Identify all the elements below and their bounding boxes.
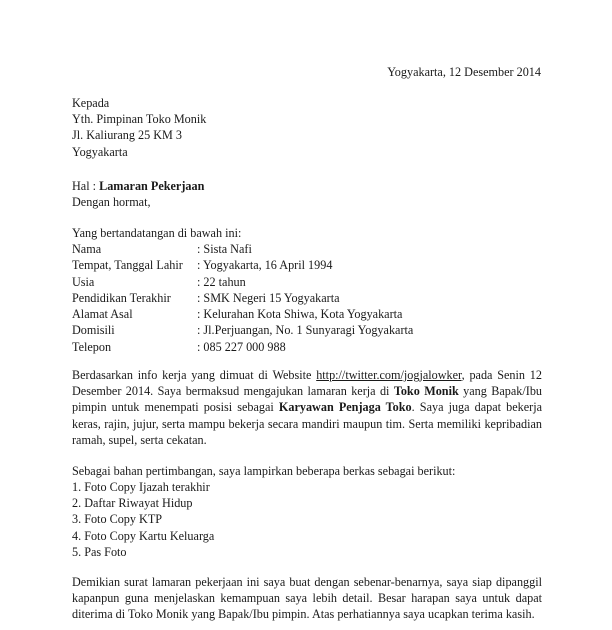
- detail-row: [72, 257, 413, 273]
- attachments-intro: Sebagai bahan pertimbangan, saya lampirkan beberapa berkas sebagai berikut:: [72, 464, 456, 478]
- applicant-details: [72, 241, 413, 355]
- detail-value: : SMK Negeri 15 Yogyakarta: [197, 290, 340, 305]
- recipient-line: Yogyakarta: [72, 144, 128, 159]
- detail-value: : 085 227 000 988: [197, 339, 286, 354]
- body-paragraph-1: [72, 367, 542, 448]
- list-item: 5. Pas Foto: [72, 544, 127, 559]
- list-item: 4. Foto Copy Kartu Keluarga: [72, 528, 215, 543]
- subject-block: [72, 178, 204, 210]
- position-name: Karyawan Penjaga Toko: [278, 400, 412, 415]
- detail-label: Alamat Asal: [72, 307, 133, 322]
- job-source-link[interactable]: http://twitter.com/jogjalowker: [316, 368, 462, 382]
- p1-text: yang Bapak/Ibu pimpin untuk menempati posisi sebagai: [72, 384, 543, 415]
- detail-value: : Sista Nafi: [197, 242, 252, 256]
- list-item: 3. Foto Copy KTP: [72, 512, 163, 527]
- detail-label: Domisili: [72, 323, 115, 338]
- applicant-intro: Yang bertandatangan di bawah ini:: [72, 226, 242, 240]
- subject-line: [72, 178, 204, 194]
- detail-label: Telepon: [72, 339, 112, 354]
- closing-paragraph: Demikian surat lamaran pekerjaan ini saya buat dengan sebenar-benarnya, saya siap dipanggil kapanpun guna menjelaskan kemampuan saya lebih detail. Besar harapan saya untuk dapat diterima di Toko Monik yang Bapak/Ibu pimpin. Atas perhatiannya saya ucapkan terima kasih.: [72, 575, 542, 622]
- detail-label: Nama: [72, 242, 102, 256]
- store-name: Toko Monik: [393, 384, 459, 399]
- detail-value: : 22 tahun: [197, 274, 246, 289]
- recipient-line: Kepada: [72, 96, 110, 110]
- detail-label: Pendidikan Terakhir: [72, 290, 171, 305]
- attachment-list: [72, 479, 214, 560]
- letter-date: Yogyakarta, 12 Desember 2014: [387, 65, 541, 79]
- detail-value: : Yogyakarta, 16 April 1994: [197, 258, 333, 273]
- recipient-block: [72, 95, 206, 160]
- greeting: Dengan hormat,: [72, 195, 151, 210]
- detail-row: [72, 274, 413, 290]
- p1-text: . Saya juga dapat bekerja keras, rajin, jujur, serta mampu bekerja secara mandiri maupun tim. Serta memiliki kepribadian ramah, supel, serta cekatan.: [72, 400, 542, 447]
- detail-value: : Kelurahan Kota Shiwa, Kota Yogyakarta: [197, 307, 403, 322]
- detail-row: [72, 290, 413, 306]
- detail-row: [72, 306, 413, 322]
- list-item: 1. Foto Copy Ijazah terakhir: [72, 480, 210, 494]
- recipient-line: Yth. Pimpinan Toko Monik: [72, 112, 207, 127]
- list-item: 2. Daftar Riwayat Hidup: [72, 496, 193, 511]
- subject-title: Lamaran Pekerjaan: [99, 179, 205, 193]
- detail-row: [72, 241, 413, 257]
- p1-text: Berdasarkan info kerja yang dimuat di Website: [72, 368, 317, 382]
- detail-value: : Jl.Perjuangan, No. 1 Sunyaragi Yogyakarta: [197, 323, 414, 338]
- detail-row: [72, 339, 413, 355]
- detail-label: Tempat, Tanggal Lahir: [72, 258, 183, 273]
- subject-prefix: Hal :: [72, 179, 97, 193]
- detail-row: [72, 322, 413, 338]
- p1-text: , pada Senin 12 Desember 2014. Saya bermaksud mengajukan lamaran kerja di: [72, 368, 542, 399]
- detail-label: Usia: [72, 274, 95, 289]
- recipient-line: Jl. Kaliurang 25 KM 3: [72, 128, 183, 143]
